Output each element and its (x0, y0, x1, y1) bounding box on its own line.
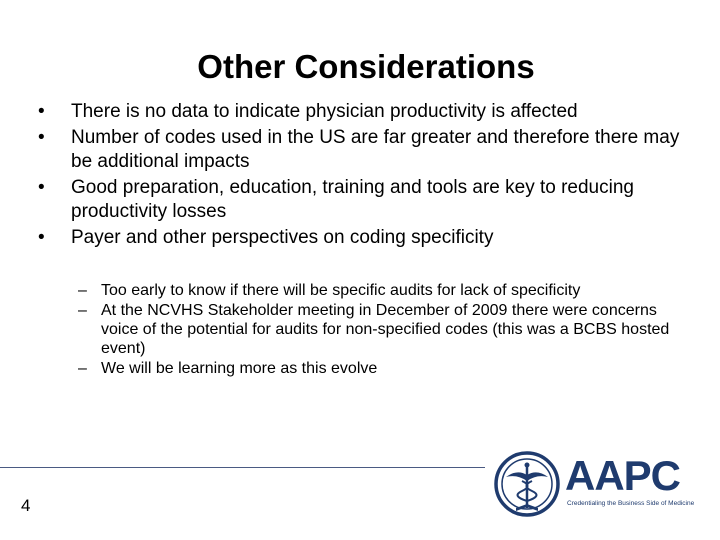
bullet-item: • Payer and other perspectives on coding specificity (38, 226, 688, 250)
bullet-item: • Number of codes used in the US are far greater and therefore there may be additional impacts (38, 126, 688, 174)
bullet-item: • Good preparation, education, training and tools are key to reducing productivity losses (38, 176, 688, 224)
slide-title: Other Considerations (197, 48, 535, 85)
aapc-logo (493, 448, 693, 520)
logo-tagline: Credentialing the Business Side of Medicine (567, 500, 695, 507)
bullet-list (38, 100, 688, 252)
sub-bullet-item: – We will be learning more as this evolve (78, 359, 678, 378)
bullet-item: • There is no data to indicate physician productivity is affected (38, 100, 688, 124)
sub-bullet-item: – At the NCVHS Stakeholder meeting in December of 2009 there were concerns voice of the potential for audits for non-specified codes (this was a BCBS hosted event) (78, 301, 678, 358)
caduceus-emblem-icon (493, 448, 561, 520)
slide-number: 4 (21, 496, 31, 515)
logo-wordmark: AAPC (565, 452, 681, 499)
footer-divider (0, 467, 485, 468)
sub-bullet-item: – Too early to know if there will be specific audits for lack of specificity (78, 281, 678, 300)
sub-bullet-list (78, 281, 678, 379)
